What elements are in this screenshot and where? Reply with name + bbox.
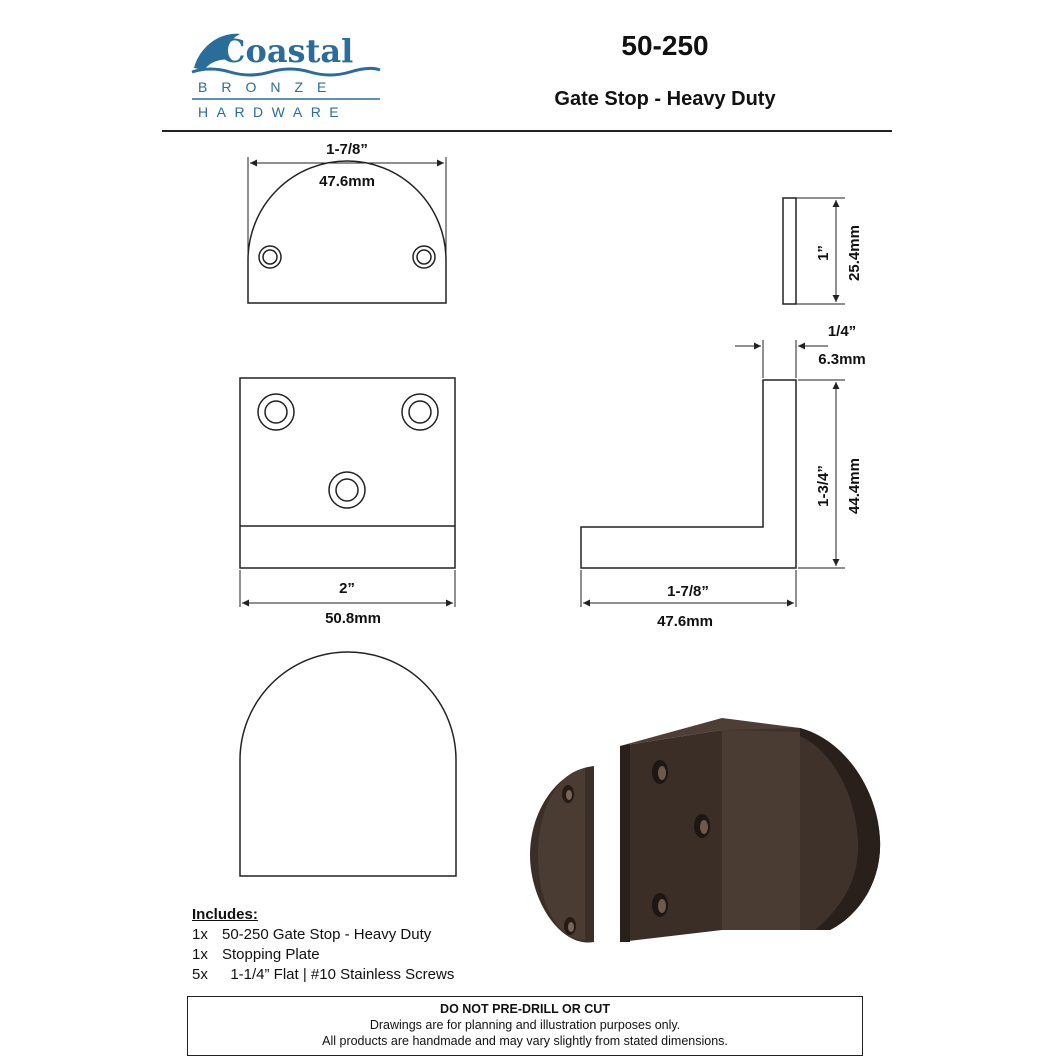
gate-stop-render — [620, 718, 880, 942]
item-qty: 1x — [192, 926, 208, 943]
front-hole-tl-outer — [258, 394, 294, 430]
top-width-in-label: 1-7/8” — [326, 141, 368, 158]
item-desc: Stopping Plate — [222, 946, 320, 963]
list-item — [192, 925, 522, 945]
part-number: 50-250 — [621, 30, 709, 61]
item-desc: 1-1/4” Flat | #10 Stainless Screws — [222, 966, 455, 983]
profile-height-mm-label: 44.4mm — [846, 458, 863, 514]
profile-thickness-in-label: 1/4” — [827, 323, 857, 340]
brand-name-bottom: HARDWARE — [198, 104, 348, 120]
brand-name-top: Coastal — [220, 32, 354, 70]
side-view-plate — [783, 198, 796, 304]
top-hole-right-inner — [417, 250, 431, 264]
front-width-mm-label: 50.8mm — [325, 610, 381, 627]
front-hole-mid-inner — [336, 479, 358, 501]
profile-width-mm-label: 47.6mm — [657, 613, 713, 630]
profile-view-bracket — [581, 380, 796, 568]
includes-heading: Includes: — [192, 906, 258, 923]
top-hole-left-inner — [263, 250, 277, 264]
front-hole-tr-inner — [409, 401, 431, 423]
stopping-plate-render — [530, 766, 594, 943]
front-hole-mid-outer — [329, 472, 365, 508]
disclaimer-line-1: Drawings are for planning and illustration purposes only. — [369, 1018, 681, 1032]
disclaimer-title: DO NOT PRE-DRILL OR CUT — [440, 1002, 610, 1016]
item-desc: 50-250 Gate Stop - Heavy Duty — [222, 926, 432, 943]
disclaimer-box — [187, 996, 863, 1056]
front-view-bracket — [240, 378, 455, 568]
disclaimer-line-2: All products are handmade and may vary slightly from stated dimensions. — [322, 1034, 728, 1048]
top-width-mm-label: 47.6mm — [319, 173, 375, 190]
side-height-mm-label: 25.4mm — [846, 225, 863, 281]
part-name: Gate Stop - Heavy Duty — [554, 88, 776, 110]
profile-height-in-label: 1-3/4” — [815, 465, 832, 507]
item-qty: 5x — [192, 966, 208, 983]
list-item — [192, 965, 522, 985]
stopping-plate-view — [240, 652, 456, 876]
front-width-in-label: 2” — [339, 580, 355, 597]
profile-thickness-mm-label: 6.3mm — [818, 351, 866, 368]
includes-list — [192, 905, 522, 985]
profile-width-in-label: 1-7/8” — [667, 583, 709, 600]
side-height-in-label: 1” — [815, 245, 832, 261]
front-hole-tl-inner — [265, 401, 287, 423]
brand-name-mid: BRONZE — [198, 79, 341, 95]
front-hole-tr-outer — [402, 394, 438, 430]
item-qty: 1x — [192, 946, 208, 963]
list-item — [192, 945, 522, 965]
